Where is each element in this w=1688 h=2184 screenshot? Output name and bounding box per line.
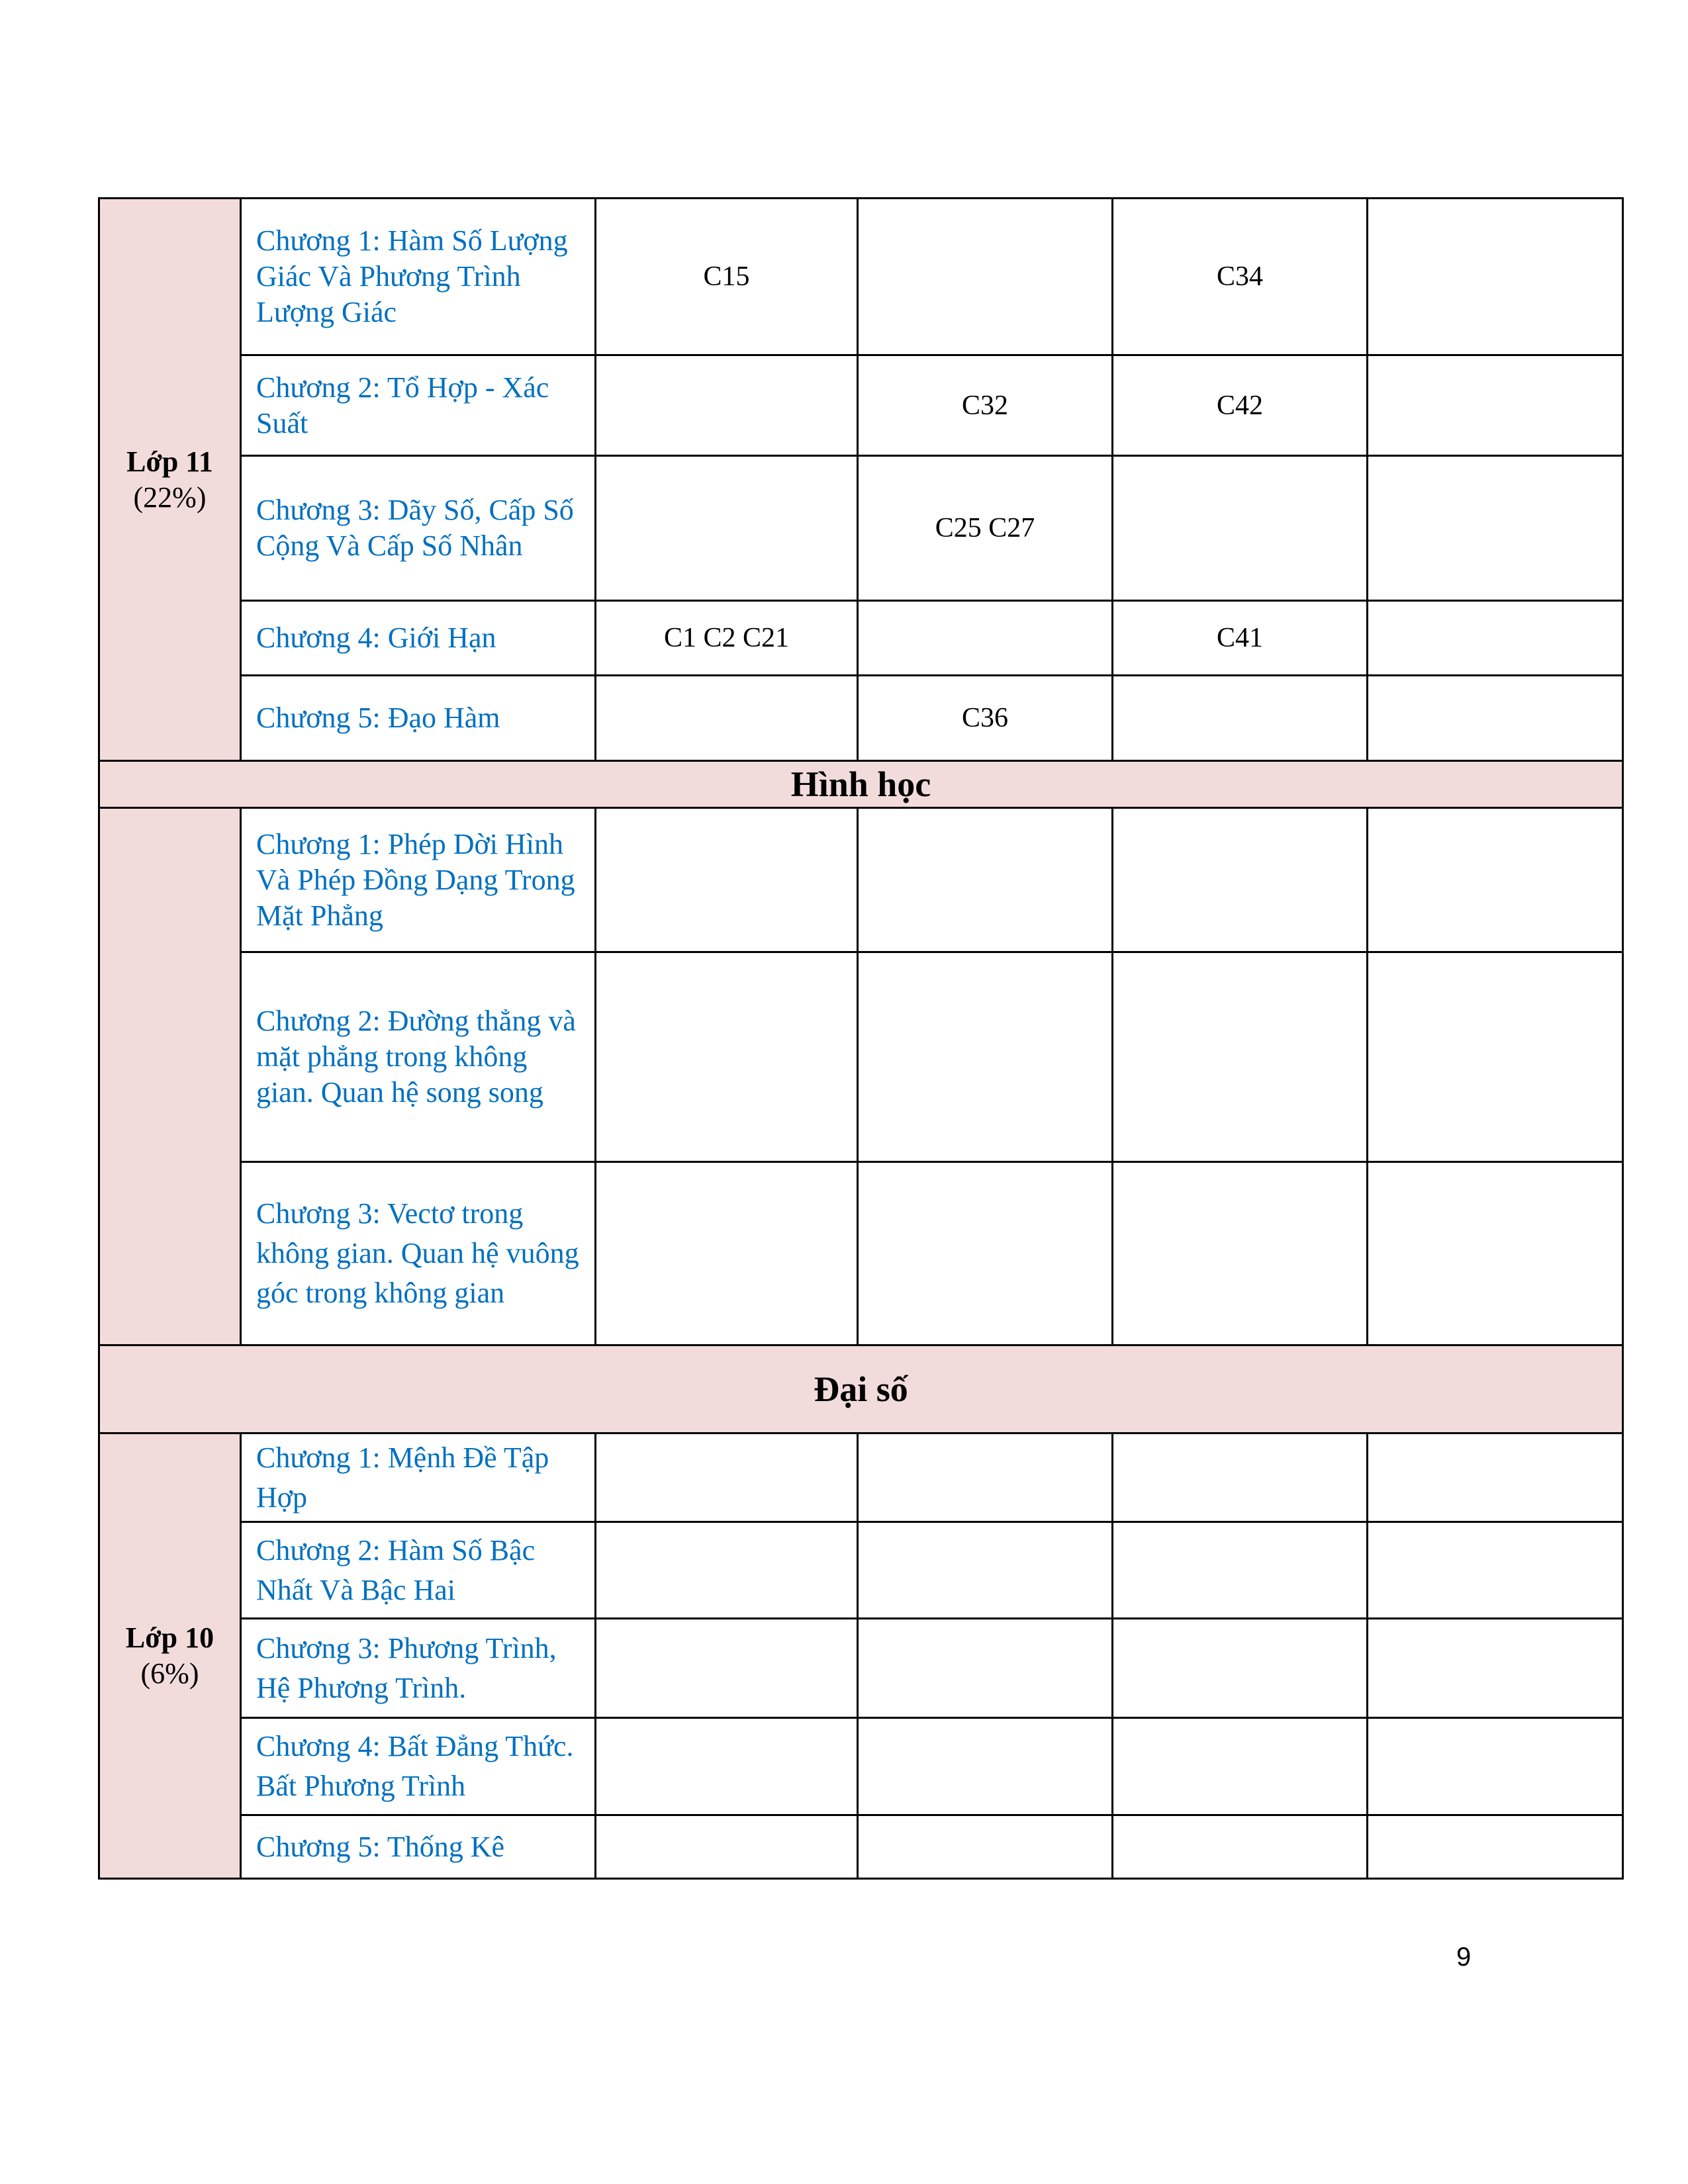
value-cell (1368, 456, 1623, 601)
value-cell (858, 1433, 1113, 1522)
value-cell (1113, 456, 1368, 601)
chapter-cell: Chương 2: Đường thẳng và mặt phẳng trong không gian. Quan hệ song song (241, 952, 596, 1162)
value-cell (1113, 1815, 1368, 1879)
chapter-cell: Chương 4: Bất Đẳng Thức. Bất Phương Trình (241, 1718, 596, 1815)
table-row (99, 676, 1623, 761)
table-row (99, 1718, 1623, 1815)
value-cell (1368, 355, 1623, 456)
value-cell (858, 808, 1113, 952)
table-row (99, 952, 1623, 1162)
value-cell: C15 (596, 199, 858, 355)
table-row (99, 1522, 1623, 1619)
value-cell (858, 1162, 1113, 1345)
grade-percent: (6%) (140, 1657, 199, 1690)
value-cell (858, 952, 1113, 1162)
table-row (99, 456, 1623, 601)
value-cell: C32 (858, 355, 1113, 456)
value-cell (596, 456, 858, 601)
value-cell (1368, 1522, 1623, 1619)
value-cell (596, 676, 858, 761)
table-row (99, 601, 1623, 676)
value-cell (1113, 676, 1368, 761)
section-title-algebra: Đại số (99, 1345, 1623, 1433)
chapter-cell: Chương 2: Tổ Hợp - Xác Suất (241, 355, 596, 456)
chapter-cell: Chương 3: Vectơ trong không gian. Quan hệ vuông góc trong không gian (241, 1162, 596, 1345)
table-row (99, 808, 1623, 952)
grade-label: Lớp 10 (125, 1621, 214, 1654)
value-cell (1113, 1619, 1368, 1718)
grade-percent: (22%) (133, 480, 207, 514)
value-cell (858, 199, 1113, 355)
value-cell (1368, 601, 1623, 676)
table-row (99, 1815, 1623, 1879)
chapter-cell: Chương 2: Hàm Số Bậc Nhất Và Bậc Hai (241, 1522, 596, 1619)
table-row (99, 199, 1623, 355)
grade-11-cell (99, 199, 241, 761)
value-cell (858, 601, 1113, 676)
section-header-row (99, 1345, 1623, 1433)
value-cell (596, 1162, 858, 1345)
value-cell (596, 1718, 858, 1815)
page-number: 9 (1456, 1942, 1472, 1972)
value-cell (1368, 1433, 1623, 1522)
value-cell (1113, 1162, 1368, 1345)
value-cell (596, 952, 858, 1162)
value-cell (1113, 1718, 1368, 1815)
value-cell: C1 C2 C21 (596, 601, 858, 676)
value-cell (1113, 1433, 1368, 1522)
value-cell (858, 1522, 1113, 1619)
value-cell (1368, 808, 1623, 952)
value-cell (858, 1619, 1113, 1718)
chapter-cell: Chương 5: Đạo Hàm (241, 676, 596, 761)
chapter-cell: Chương 3: Dãy Số, Cấp Số Cộng Và Cấp Số Nhân (241, 456, 596, 601)
value-cell: C34 (1113, 199, 1368, 355)
value-cell (1368, 1162, 1623, 1345)
value-cell (1368, 952, 1623, 1162)
value-cell (596, 1815, 858, 1879)
table-row (99, 1619, 1623, 1718)
grade-label: Lớp 11 (126, 445, 213, 478)
chapter-cell: Chương 3: Phương Trình, Hệ Phương Trình. (241, 1619, 596, 1718)
value-cell (1113, 808, 1368, 952)
value-cell: C41 (1113, 601, 1368, 676)
value-cell (858, 1815, 1113, 1879)
table-row (99, 1162, 1623, 1345)
chapter-cell: Chương 1: Phép Dời Hình Và Phép Đồng Dạng Trong Mặt Phẳng (241, 808, 596, 952)
value-cell (1113, 952, 1368, 1162)
value-cell (1368, 1815, 1623, 1879)
value-cell (596, 1522, 858, 1619)
value-cell (596, 355, 858, 456)
grade-10-cell (99, 1433, 241, 1879)
value-cell (1113, 1522, 1368, 1619)
section-title-geometry: Hình học (99, 761, 1623, 808)
grade-cell-empty (99, 808, 241, 1345)
value-cell (1368, 199, 1623, 355)
value-cell (596, 808, 858, 952)
value-cell (858, 1718, 1113, 1815)
table-row (99, 355, 1623, 456)
value-cell: C25 C27 (858, 456, 1113, 601)
chapter-cell: Chương 4: Giới Hạn (241, 601, 596, 676)
section-header-row (99, 761, 1623, 808)
value-cell (596, 1433, 858, 1522)
chapter-cell: Chương 1: Mệnh Đề Tập Hợp (241, 1433, 596, 1522)
value-cell: C36 (858, 676, 1113, 761)
table-row (99, 1433, 1623, 1522)
chapter-cell: Chương 5: Thống Kê (241, 1815, 596, 1879)
value-cell (1368, 1619, 1623, 1718)
value-cell (1368, 676, 1623, 761)
value-cell (596, 1619, 858, 1718)
matrix-table (98, 197, 1624, 1880)
value-cell (1368, 1718, 1623, 1815)
chapter-cell: Chương 1: Hàm Số Lượng Giác Và Phương Trình Lượng Giác (241, 199, 596, 355)
value-cell: C42 (1113, 355, 1368, 456)
